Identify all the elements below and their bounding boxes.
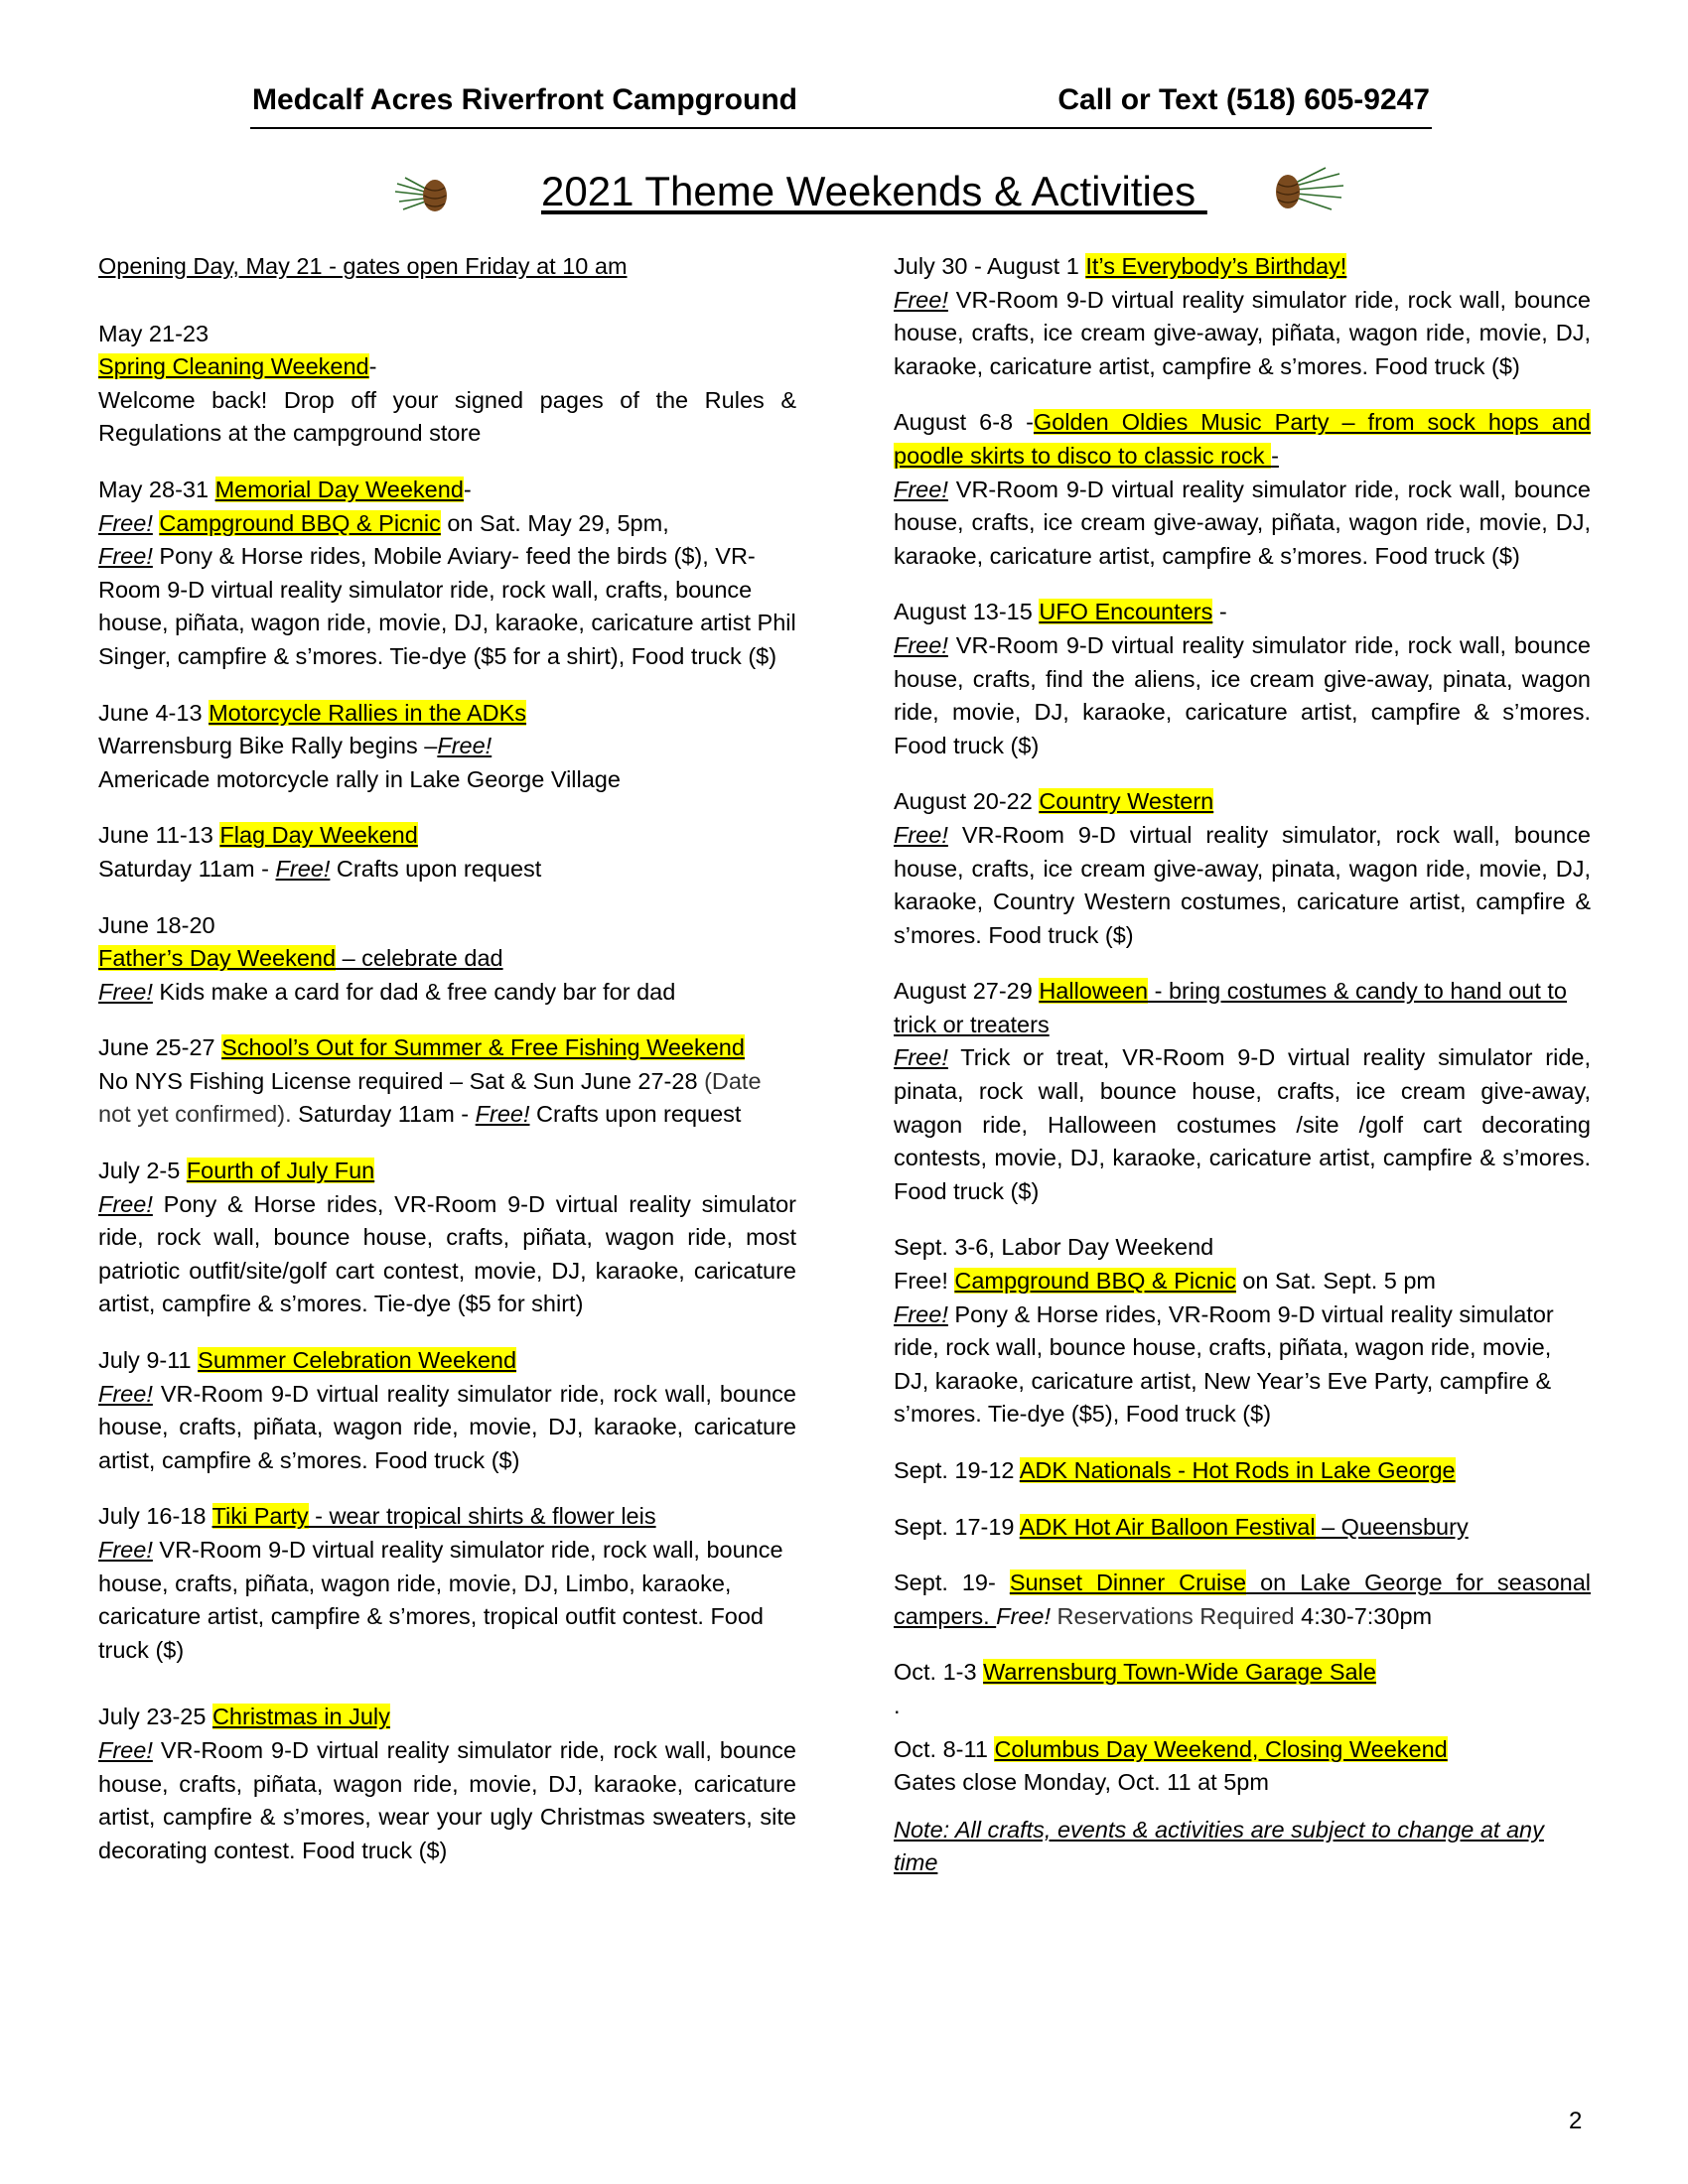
- event-entry: [894, 1454, 1591, 1488]
- event-detail: Saturday 11am -: [98, 855, 276, 882]
- event-detail: - bring costumes & candy to hand out to trick or treaters: [894, 978, 1567, 1037]
- event-detail: on Lake George for seasonal campers.: [894, 1570, 1591, 1629]
- event-body: VR-Room 9-D virtual reality simulator ride, rock wall, bounce house, crafts, piñata, wagon ride, movie, DJ, karaoke, caricature artist, campfire & s’mores, wear your ugly Christmas sweaters, site decorating contest. Food truck ($): [98, 1736, 796, 1863]
- event-theme: ADK Nationals - Hot Rods in Lake George: [1019, 1457, 1456, 1483]
- free-label: Free!: [894, 631, 948, 658]
- event-theme: Warrensburg Town-Wide Garage Sale: [983, 1659, 1376, 1686]
- opening-day-text: Opening Day, May 21 - gates open Friday at 10 am: [98, 253, 628, 279]
- event-entry: [894, 1511, 1591, 1545]
- disclaimer-text: Note: All crafts, events & activities are subject to change at any time: [894, 1816, 1544, 1876]
- event-date: Sept. 17-19: [894, 1513, 1020, 1540]
- free-label: Free!: [98, 1736, 153, 1763]
- free-label: Free!: [894, 1300, 948, 1327]
- event-theme: Fourth of July Fun: [186, 1158, 375, 1184]
- event-detail: Crafts upon request: [529, 1101, 742, 1128]
- event-entry: [894, 406, 1591, 573]
- event-date: June 11-13: [98, 822, 220, 849]
- event-date: August 20-22: [894, 788, 1040, 815]
- event-theme: Sunset Dinner Cruise: [1009, 1570, 1247, 1596]
- event-entry: [98, 318, 796, 451]
- event-date: August 6-8 -: [894, 409, 1034, 436]
- free-label: Free!: [275, 855, 331, 882]
- event-time: 4:30-7:30pm: [1294, 1602, 1433, 1629]
- page-header: [250, 81, 1432, 129]
- event-theme: Columbus Day Weekend, Closing Weekend: [994, 1735, 1448, 1762]
- event-date: August 13-15: [894, 599, 1040, 625]
- event-entry: [894, 1231, 1591, 1432]
- event-note: (Date not yet confirmed).: [98, 1067, 762, 1128]
- event-date: May 21-23: [98, 320, 210, 346]
- event-body: VR-Room 9-D virtual reality simulator, rock wall, bounce house, crafts, ice cream give-away, pinata, wagon ride, movie, DJ, karaoke, Country Western costumes, caricature artist, campfire & s’mores. Food truck ($): [894, 821, 1591, 948]
- free-label: Free!: [475, 1101, 530, 1128]
- left-column: [98, 250, 796, 1890]
- event-date: Sept. 19-12: [894, 1457, 1020, 1483]
- event-body: VR-Room 9-D virtual reality simulator ride, rock wall, bounce house, crafts, piñata, wagon ride, movie, DJ, Limbo, karaoke, caricature artist, campfire & s’mores, tropical outfit contest. Food truck ($): [98, 1537, 783, 1663]
- event-entry: [894, 975, 1591, 1208]
- event-body: VR-Room 9-D virtual reality simulator ride, rock wall, bounce house, crafts, ice cream give-away, piñata, wagon ride, movie, DJ, karaoke, caricature artist, campfire & s’mores. Food truck ($): [894, 286, 1591, 379]
- event-detail: – Queensbury: [1315, 1513, 1469, 1540]
- event-theme: Summer Celebration Weekend: [198, 1347, 517, 1374]
- event-detail: Warrensburg Bike Rally begins –: [98, 733, 438, 759]
- free-label: Free!: [996, 1602, 1052, 1629]
- event-entry: [98, 1701, 796, 1867]
- event-detail: Saturday 11am -: [291, 1101, 476, 1128]
- title-row: [0, 164, 1688, 233]
- free-label: Free!: [98, 1537, 153, 1563]
- event-entry: [98, 909, 796, 1010]
- event-entry: [98, 474, 796, 674]
- pinecone-icon: [1266, 164, 1345, 223]
- event-theme: Country Western: [1039, 788, 1214, 815]
- event-theme: Memorial Day Weekend: [214, 476, 464, 502]
- event-theme: Motorcycle Rallies in the ADKs: [209, 699, 527, 726]
- event-detail: Crafts upon request: [330, 855, 542, 882]
- event-entry: [98, 1500, 796, 1667]
- event-date: June 4-13: [98, 699, 210, 726]
- event-date: Sept. 19-: [894, 1570, 1010, 1596]
- event-theme: Christmas in July: [211, 1704, 390, 1730]
- free-label: Free!: [437, 733, 492, 759]
- event-body: Pony & Horse rides, VR-Room 9-D virtual reality simulator ride, rock wall, bounce house, crafts, piñata, wagon ride, movie, DJ, karaoke, caricature artist, New Year’s Eve Party, campfire & s’mores. Tie-dye ($5), Food truck ($): [894, 1300, 1554, 1428]
- event-entry: [894, 250, 1591, 383]
- event-body: VR-Room 9-D virtual reality simulator ride, rock wall, bounce house, crafts, find the aliens, ice cream give-away, pinata, wagon ride, movie, DJ, karaoke, caricature artist, campfire & s’mores. Food truck ($): [894, 631, 1591, 758]
- event-body: Pony & Horse rides, Mobile Aviary- feed the birds ($), VR-Room 9-D virtual reality simulator ride, rock wall, crafts, bounce house, piñata, wagon ride, movie, DJ, karaoke, caricature artist Phil Singer, campfire & s’mores. Tie-dye ($5 for a shirt), Food truck ($): [98, 543, 796, 669]
- event-theme: ADK Hot Air Balloon Festival: [1019, 1513, 1316, 1540]
- event-entry: [98, 1155, 796, 1321]
- event-detail: on Sat. May 29, 5pm,: [440, 509, 669, 536]
- event-entry: [894, 785, 1591, 952]
- disclaimer-note: [894, 1814, 1591, 1880]
- event-dot: .: [894, 1692, 901, 1718]
- event-date: August 27-29: [894, 978, 1040, 1005]
- event-theme: Flag Day Weekend: [219, 822, 418, 849]
- event-detail: - wear tropical shirts & flower leis: [308, 1503, 656, 1530]
- event-entry: [98, 1344, 796, 1477]
- free-label: Free!: [894, 286, 948, 313]
- event-detail: on Sat. Sept. 5 pm: [1235, 1268, 1437, 1295]
- page-title: 2021 Theme Weekends & Activities: [541, 168, 1207, 214]
- campground-name: Medcalf Acres Riverfront Campground: [252, 83, 797, 116]
- event-date: Oct. 1-3: [894, 1659, 984, 1686]
- event-detail: No NYS Fishing License required – Sat & Sun June 27-28: [98, 1067, 705, 1094]
- event-theme: Campground BBQ & Picnic: [954, 1268, 1236, 1295]
- opening-day: [98, 250, 796, 284]
- event-entry: [98, 697, 796, 797]
- free-label: Free!: [98, 543, 153, 570]
- free-label: Free!: [98, 1380, 153, 1407]
- free-label: Free!: [98, 1190, 153, 1217]
- event-entry: [894, 1567, 1591, 1633]
- event-body: Welcome back! Drop off your signed pages of the Rules & Regulations at the campground store: [98, 386, 796, 447]
- event-detail: Gates close Monday, Oct. 11 at 5pm: [894, 1769, 1269, 1796]
- event-theme-secondary: Campground BBQ & Picnic: [159, 509, 441, 536]
- event-dash: -: [1271, 442, 1279, 469]
- event-theme: It’s Everybody’s Birthday!: [1085, 253, 1347, 279]
- contact-phone: Call or Text (518) 605-9247: [1057, 83, 1430, 116]
- event-date: July 9-11: [98, 1347, 199, 1374]
- event-dash: -: [1212, 599, 1227, 625]
- event-date: July 23-25: [98, 1704, 212, 1730]
- free-label: Free!: [98, 978, 153, 1005]
- event-date: Sept. 3-6, Labor Day Weekend: [894, 1234, 1214, 1261]
- event-detail: Americade motorcycle rally in Lake George Village: [98, 765, 621, 792]
- event-date: July 16-18: [98, 1503, 212, 1530]
- event-theme: Halloween: [1039, 978, 1149, 1005]
- event-note: Reservations Required: [1051, 1602, 1295, 1629]
- free-label: Free!: [894, 1044, 948, 1071]
- event-date: July 30 - August 1: [894, 253, 1086, 279]
- event-dash: -: [463, 476, 472, 502]
- event-dash: -: [368, 353, 377, 380]
- pinecone-icon: [387, 164, 457, 223]
- free-label: Free!: [894, 821, 948, 848]
- page-number: 2: [1569, 2108, 1583, 2134]
- event-date: Oct. 8-11: [894, 1735, 995, 1762]
- event-theme: Father’s Day Weekend: [98, 945, 337, 972]
- free-plain-label: Free!: [894, 1268, 955, 1295]
- event-body: Kids make a card for dad & free candy bar for dad: [152, 978, 676, 1005]
- event-date: May 28-31: [98, 476, 215, 502]
- event-body: Pony & Horse rides, VR-Room 9-D virtual reality simulator ride, rock wall, bounce house, crafts, piñata, wagon ride, most patriotic outfit/site/golf cart contest, movie, DJ, karaoke, caricature artist, campfire & s’mores. Tie-dye ($5 for shirt): [98, 1190, 796, 1317]
- event-body: VR-Room 9-D virtual reality simulator ride, rock wall, bounce house, crafts, piñata, wagon ride, movie, DJ, karaoke, caricature artist, campfire & s’mores. Food truck ($): [98, 1380, 796, 1473]
- event-theme: Spring Cleaning Weekend: [98, 353, 369, 380]
- free-label: Free!: [98, 509, 153, 536]
- event-date: June 18-20: [98, 911, 215, 938]
- event-theme: UFO Encounters: [1039, 599, 1213, 625]
- event-detail: – celebrate dad: [336, 945, 503, 972]
- right-column: [894, 250, 1591, 1903]
- event-theme: School’s Out for Summer & Free Fishing Weekend: [221, 1034, 745, 1061]
- event-theme: Tiki Party: [211, 1503, 309, 1530]
- event-entry: [98, 819, 796, 886]
- event-entry: [98, 1031, 796, 1132]
- event-entry: [894, 596, 1591, 762]
- free-label: Free!: [894, 476, 948, 502]
- event-entry: [894, 1733, 1591, 1800]
- event-date: June 25-27: [98, 1034, 222, 1061]
- event-body: Trick or treat, VR-Room 9-D virtual reality simulator ride, pinata, rock wall, bounce house, crafts, ice cream give-away, wagon ride, Halloween costumes /site /golf cart decorating contests, movie, DJ, karaoke, caricature artist, campfire & s’mores. Food truck ($): [894, 1044, 1591, 1204]
- event-date: July 2-5: [98, 1158, 187, 1184]
- event-body: VR-Room 9-D virtual reality simulator ride, rock wall, bounce house, crafts, ice cream give-away, piñata, wagon ride, movie, DJ, karaoke, caricature artist, campfire & s’mores. Food truck ($): [894, 476, 1591, 569]
- event-theme: Golden Oldies Music Party – from sock hops and poodle skirts to disco to classic rock: [894, 409, 1591, 469]
- event-entry: [894, 1656, 1591, 1722]
